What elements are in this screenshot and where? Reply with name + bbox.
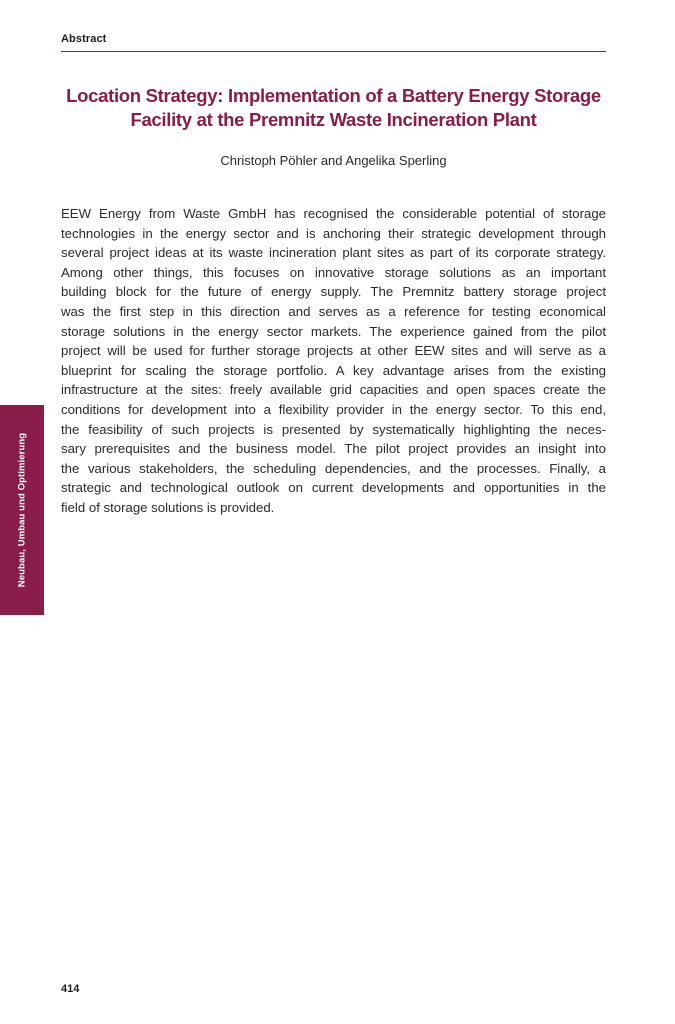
abstract-line: project will be used for further storage projects at other EEW sites and will serve as a bbox=[61, 343, 606, 359]
article-title bbox=[61, 84, 606, 132]
article-authors: Christoph Pöhler and Angelika Sperling bbox=[220, 153, 447, 168]
abstract-line: Among other things, this focuses on innovative storage solutions as an important bbox=[61, 264, 606, 280]
abstract-line: the feasibility of such projects is presented by systematically highlighting the neces- bbox=[61, 421, 606, 437]
abstract-line: blueprint for scaling the storage portfolio. A key advantage arises from the existing bbox=[61, 362, 606, 378]
abstract-line: storage solutions in the energy sector markets. The experience gained from the pilot bbox=[61, 323, 606, 339]
abstract-line: infrastructure at the sites: freely available grid capacities and open spaces create the bbox=[61, 382, 606, 398]
abstract-line: conditions for development into a flexibility provider in the energy sector. To this end, bbox=[61, 401, 606, 417]
abstract-line: several project ideas at its waste incineration plant sites as part of its corporate strategy. bbox=[61, 245, 606, 261]
abstract-body bbox=[61, 204, 606, 518]
page-number: 414 bbox=[61, 983, 80, 995]
chapter-side-tab bbox=[0, 405, 44, 615]
running-head: Abstract bbox=[61, 33, 107, 45]
chapter-side-tab-label: Neubau, Umbau und Optimierung bbox=[16, 432, 28, 588]
abstract-line: sary prerequisites and the business model. The pilot project provides an insight into bbox=[61, 441, 606, 457]
title-line: Location Strategy: Implementation of a Battery Energy Storage bbox=[66, 85, 601, 106]
abstract-line: strategic and technological outlook on current developments and opportunities in the bbox=[61, 480, 606, 496]
abstract-line: the various stakeholders, the scheduling dependencies, and the processes. Finally, a bbox=[61, 460, 606, 476]
abstract-line: technologies in the energy sector and is anchoring their strategic development through bbox=[61, 225, 606, 241]
abstract-line: EEW Energy from Waste GmbH has recognised the considerable potential of storage bbox=[61, 206, 606, 221]
title-line: Facility at the Premnitz Waste Incineration Plant bbox=[130, 109, 537, 130]
header-rule bbox=[61, 51, 606, 52]
abstract-line: building block for the future of energy supply. The Premnitz battery storage project bbox=[61, 284, 606, 300]
abstract-line: was the first step in this direction and serves as a reference for testing economical bbox=[61, 303, 606, 319]
abstract-line: field of storage solutions is provided. bbox=[61, 499, 275, 515]
